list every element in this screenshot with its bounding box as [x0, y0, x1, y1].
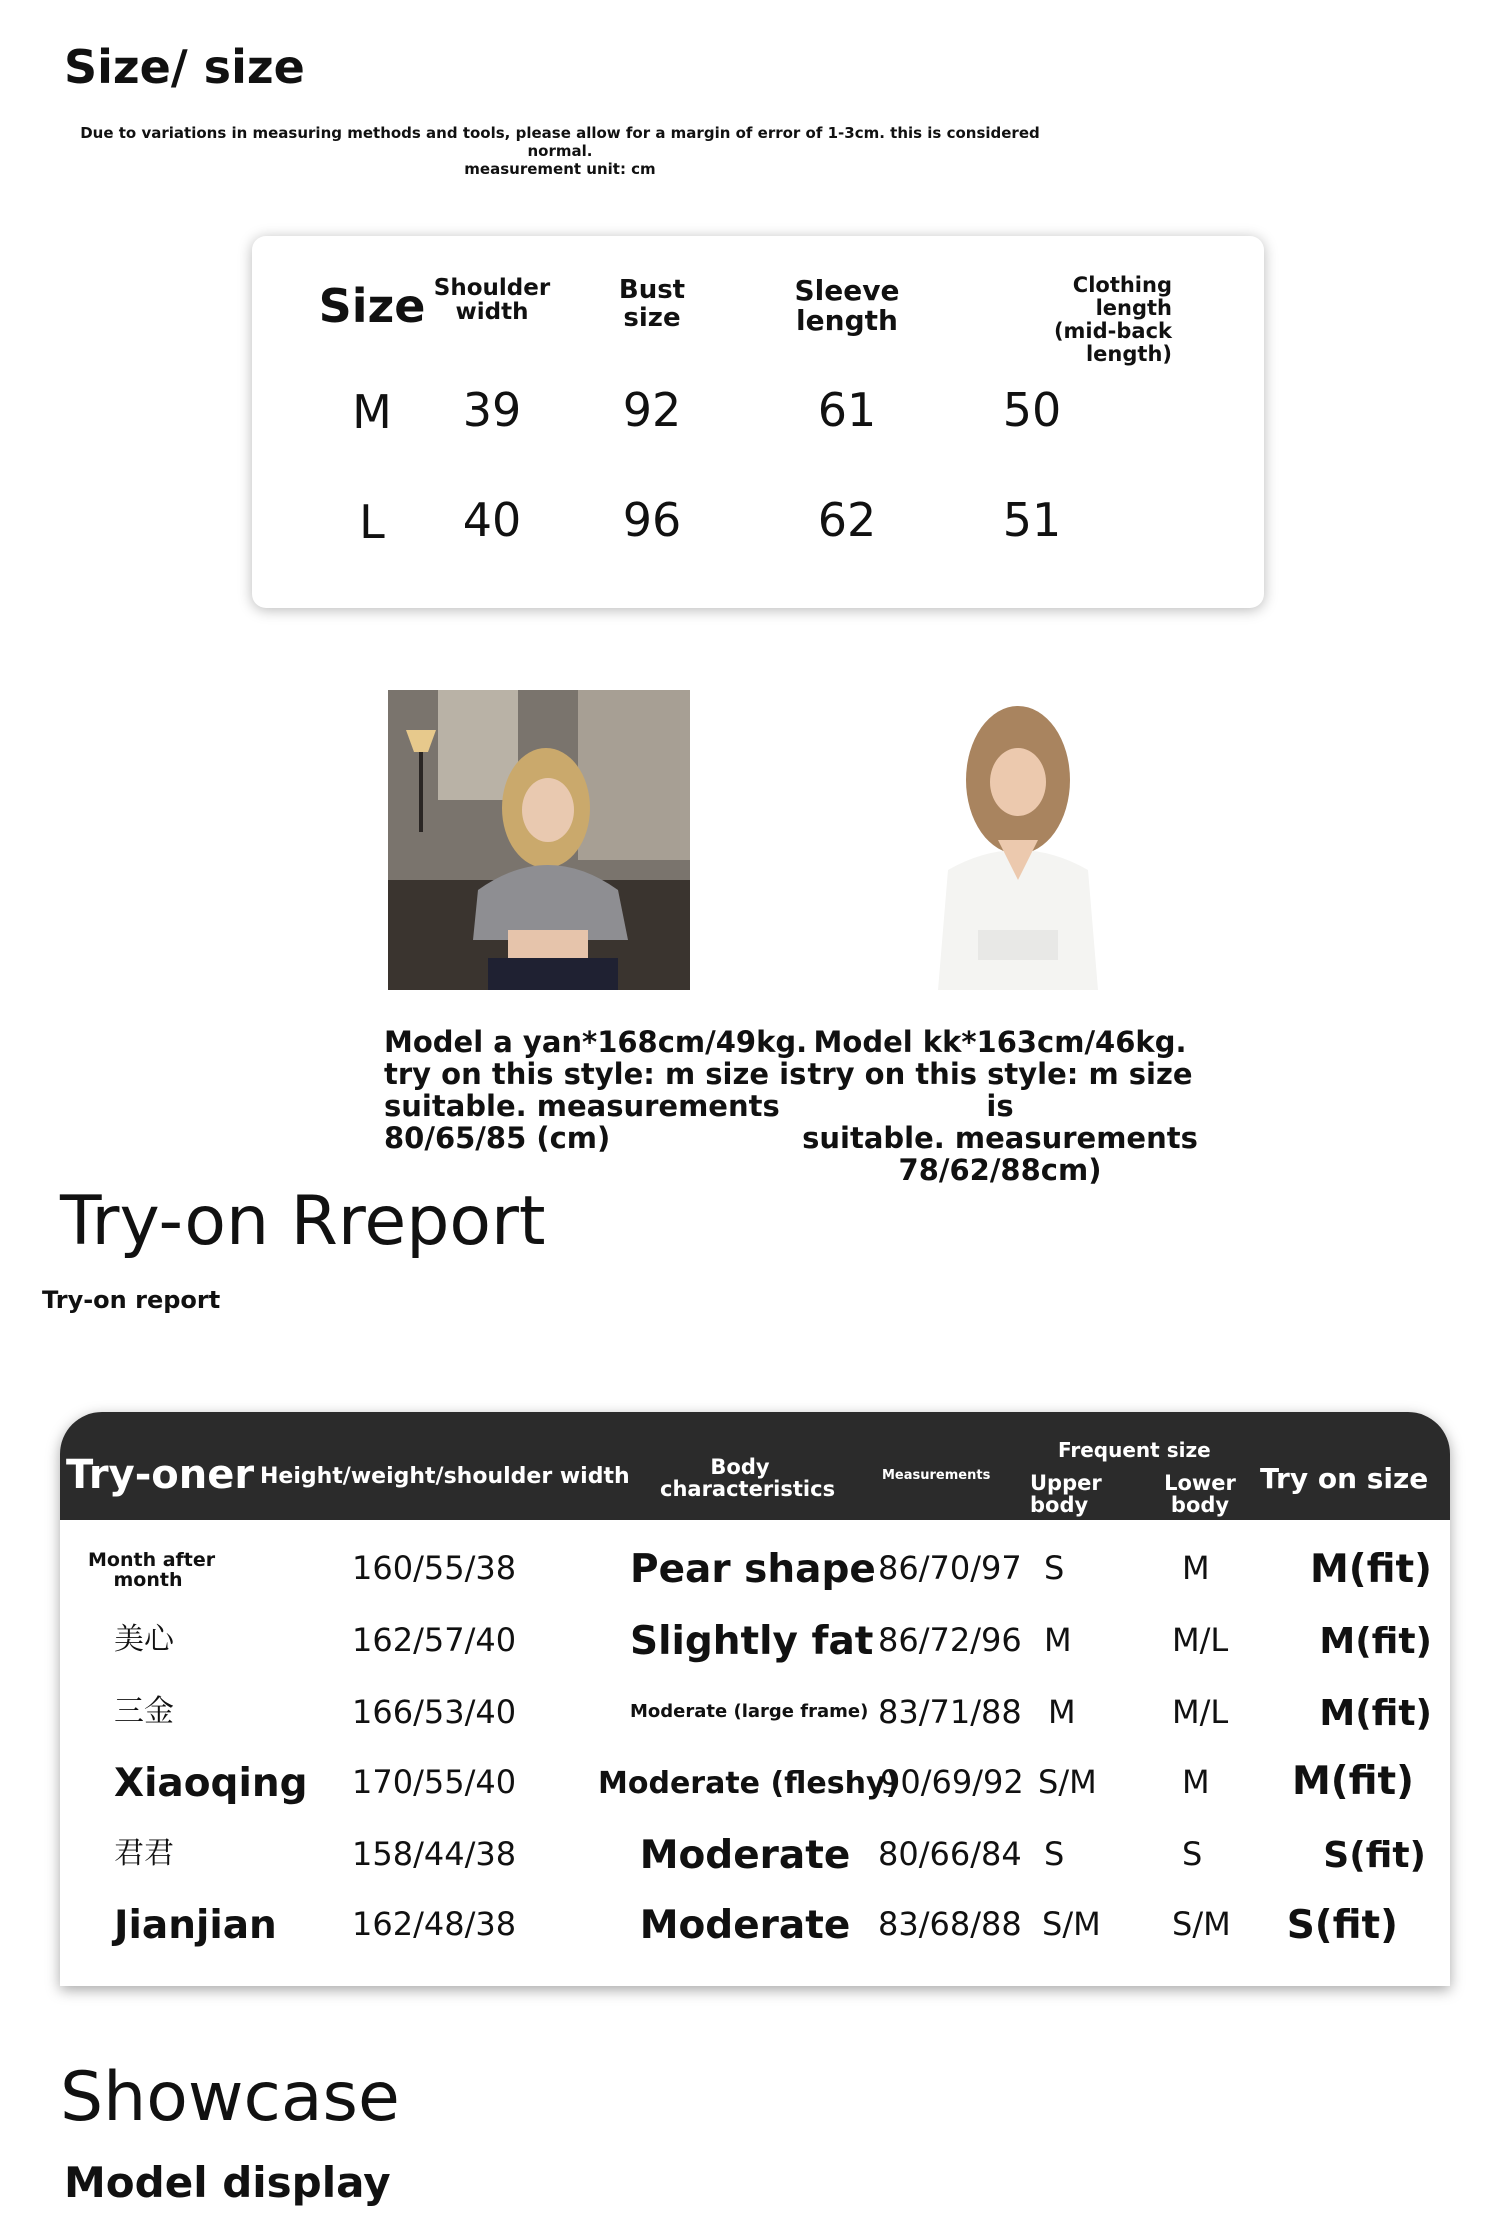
body-column-header	[660, 1455, 836, 1501]
caption-line: Model kk*163cm/46kg.	[813, 1025, 1187, 1059]
body-header-line: characteristics	[660, 1477, 836, 1501]
upper-body-header	[1030, 1472, 1102, 1516]
hws-value: 170/55/40	[352, 1763, 517, 1801]
size-column-header: Size	[318, 279, 426, 333]
tryoner-column-header: Try-oner	[66, 1452, 255, 1498]
measurements-value: 90/69/92	[880, 1763, 1024, 1801]
shoulder-column-header	[412, 276, 572, 324]
body-type-value: Pear shape	[630, 1547, 876, 1592]
measurement-disclaimer	[80, 124, 1040, 178]
upper-size-value: M	[1044, 1621, 1072, 1659]
frequent-size-header: Frequent size	[1058, 1438, 1211, 1462]
shoulder-header-line: Shoulder	[433, 275, 551, 301]
hws-value: 158/44/38	[352, 1835, 517, 1873]
upper-size-value: S	[1044, 1835, 1065, 1873]
bust-header-line: Bust	[618, 275, 686, 305]
shoulder-value: 39	[462, 383, 522, 437]
tryoner-name: Xiaoqing	[114, 1761, 308, 1806]
lower-size-value: M/L	[1172, 1621, 1229, 1659]
measurements-value: 80/66/84	[878, 1835, 1022, 1873]
disclaimer-line-2: measurement unit: cm	[464, 160, 656, 178]
sleeve-header-line: Sleeve	[794, 274, 900, 307]
caption-line: 78/62/88cm)	[898, 1153, 1102, 1187]
lower-header-line: body	[1170, 1493, 1230, 1517]
tryon-subheading: Try-on report	[42, 1286, 221, 1314]
model-yan-photo	[388, 690, 690, 990]
lower-body-header	[1160, 1472, 1240, 1516]
lower-header-line: Lower	[1164, 1471, 1236, 1495]
showcase-subheading: Model display	[64, 2158, 391, 2207]
length-value: 51	[1002, 493, 1062, 547]
tryoner-name: 三金	[114, 1694, 174, 1729]
tryon-heading: Try-on Rreport	[60, 1182, 546, 1261]
measurements-value: 83/71/88	[878, 1693, 1022, 1731]
fit-size-value: M(fit)	[1319, 1621, 1432, 1662]
measurements-column-header: Measurements	[882, 1468, 991, 1483]
bust-value: 92	[622, 383, 682, 437]
upper-size-value: S/M	[1038, 1763, 1097, 1801]
size-heading: Size/ size	[64, 40, 305, 94]
caption-line: 80/65/85 (cm)	[384, 1121, 611, 1155]
lower-size-value: M/L	[1172, 1693, 1229, 1731]
tryoner-name: Jianjian	[114, 1903, 277, 1948]
body-type-value: Moderate	[639, 1833, 851, 1878]
upper-header-line: Upper	[1030, 1471, 1102, 1495]
body-type-value: Moderate (large frame)	[630, 1701, 869, 1722]
lower-size-value: M	[1182, 1763, 1210, 1801]
fit-size-value: M(fit)	[1310, 1547, 1433, 1592]
sleeve-value: 62	[817, 493, 877, 547]
caption-line: suitable. measurements	[802, 1121, 1198, 1155]
length-header-line: length	[1095, 296, 1172, 320]
tryoner-name: 君君	[114, 1836, 174, 1871]
caption-line: Model a yan*168cm/49kg.	[384, 1025, 808, 1059]
name-line: month	[113, 1569, 183, 1591]
hws-value: 162/57/40	[352, 1621, 517, 1659]
caption-line: try on this style: m size is	[384, 1057, 807, 1091]
upper-header-line: body	[1030, 1493, 1089, 1517]
fit-size-value: M(fit)	[1292, 1759, 1415, 1804]
bust-column-header	[592, 276, 712, 332]
model-kk-photo	[898, 690, 1140, 990]
body-header-line: Body	[710, 1455, 770, 1479]
sleeve-value: 61	[817, 383, 877, 437]
hws-value: 162/48/38	[352, 1905, 517, 1943]
tryon-size-header: Try on size	[1260, 1462, 1429, 1495]
measurements-value: 83/68/88	[878, 1905, 1022, 1943]
upper-size-value: M	[1048, 1693, 1076, 1731]
shoulder-value: 40	[462, 493, 522, 547]
report-header-bar	[60, 1412, 1450, 1520]
size-chart-card	[252, 236, 1264, 608]
model-yan-illustration	[388, 690, 690, 990]
body-type-value: Slightly fat	[630, 1619, 874, 1664]
measurements-value: 86/72/96	[878, 1621, 1022, 1659]
lower-size-value: M	[1182, 1549, 1210, 1587]
upper-size-value: S/M	[1042, 1905, 1101, 1943]
lower-size-value: S/M	[1172, 1905, 1231, 1943]
disclaimer-line-1: Due to variations in measuring methods and tools, please allow for a margin of error of 1-3cm. this is considered normal.	[80, 124, 1040, 160]
length-header-line: length)	[1085, 342, 1172, 366]
caption-line: try on this style: m size is	[807, 1057, 1193, 1123]
body-type-value: Moderate (fleshy)	[598, 1766, 900, 1801]
sleeve-header-line: length	[796, 304, 898, 337]
hws-value: 166/53/40	[352, 1693, 517, 1731]
lower-size-value: S	[1182, 1835, 1203, 1873]
sleeve-column-header	[762, 276, 932, 336]
showcase-heading: Showcase	[60, 2058, 400, 2137]
bust-value: 96	[622, 493, 682, 547]
fit-size-value: S(fit)	[1323, 1835, 1426, 1876]
model-kk-illustration	[898, 690, 1140, 990]
tryoner-name: 美心	[114, 1622, 174, 1657]
bust-header-line: size	[623, 303, 681, 333]
fit-size-value: M(fit)	[1319, 1693, 1432, 1734]
name-line: Month after	[88, 1549, 216, 1571]
hws-value: 160/55/38	[352, 1549, 517, 1587]
body-type-value: Moderate	[639, 1903, 851, 1948]
size-value: M	[352, 385, 392, 439]
model-yan-caption	[384, 1026, 807, 1154]
hws-column-header: Height/weight/shoulder width	[260, 1464, 630, 1489]
size-value: L	[359, 495, 385, 549]
measurements-value: 86/70/97	[878, 1549, 1022, 1587]
tryon-report-table	[60, 1412, 1450, 1986]
fit-size-value: S(fit)	[1286, 1903, 1398, 1948]
tryoner-name	[88, 1549, 216, 1591]
model-kk-caption	[790, 1026, 1210, 1186]
length-header-line: Clothing	[1072, 273, 1172, 297]
length-header-line: (mid-back	[1053, 319, 1172, 343]
shoulder-header-line: width	[455, 299, 529, 325]
length-column-header	[1042, 274, 1172, 366]
upper-size-value: S	[1044, 1549, 1065, 1587]
length-value: 50	[1002, 383, 1062, 437]
caption-line: suitable. measurements	[384, 1089, 780, 1123]
